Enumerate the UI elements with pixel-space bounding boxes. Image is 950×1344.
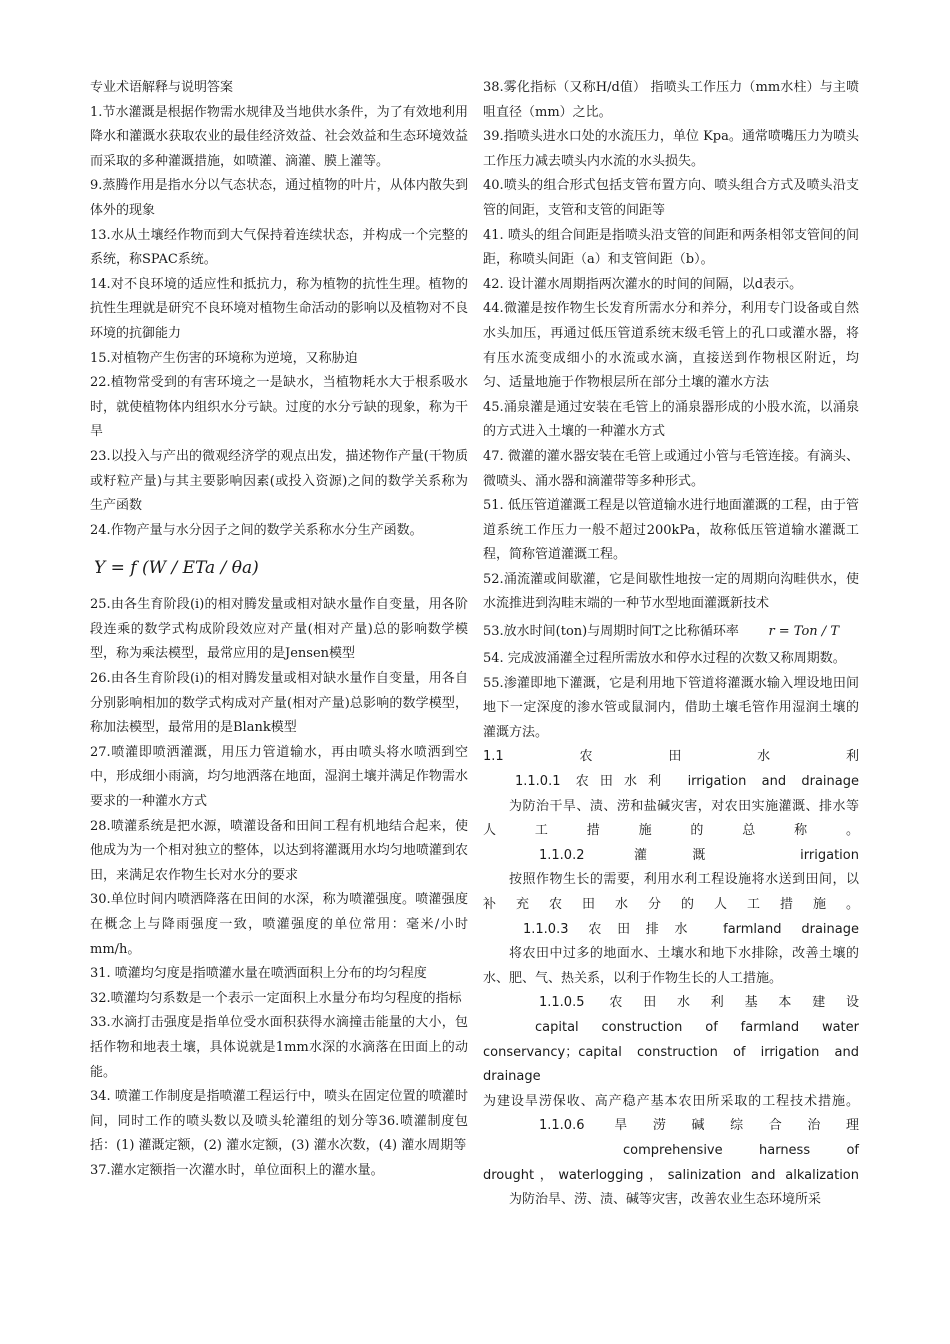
term-26: 26.由各生育阶段(i)的相对腾发量或相对缺水量作自变量，用各自分别影响相加的数学式构成对产量(相对产量)总影响的数学模型，称加法模型，最常用的是Blank模型 (90, 671, 468, 736)
term-47: 47. 微灌的灌水器安装在毛管上或通过小管与毛管连接。有滴头、微喷头、涌水器和滴灌带等多种形式。 (483, 448, 859, 489)
term-14: 14.对不良环境的适应性和抵抗力，称为植物的抗性生理。植物的抗性生理就是研究不良环境对植物生命活动的影响以及植物对不良环境的抗御能力 (90, 276, 468, 341)
term-9: 9.蒸腾作用是指水分以气态状态，通过植物的叶片，从体内散失到体外的现象 (90, 178, 468, 218)
term-31: 31. 喷灌均匀度是指喷灌水量在喷洒面积上分布的均匀程度 (90, 966, 427, 982)
term-1105-definition: 为建设旱涝保收、高产稳产基本农田所采取的工程技术措施。 (483, 1093, 859, 1109)
water-production-formula: Y = f (W / ETa / θa) (94, 558, 259, 579)
term-42: 42. 设计灌水周期指两次灌水的时间的间隔，以d表示。 (483, 276, 803, 292)
term-1105-heading: 1.1.0.5 农田水利基本建设 (539, 995, 859, 1011)
term-1102-heading: 1.1.0.2 灌溉 irrigation (539, 847, 859, 863)
term-32: 32.喷灌均匀系数是一个表示一定面积上水量分布均匀程度的指标 (90, 990, 462, 1006)
cycle-ratio-formula: r = Ton / T (768, 624, 839, 640)
term-33: 33.水滴打击强度是指单位受水面积获得水滴撞击能量的大小，包括作物和地表土壤，具体说就是1mm水深的水滴落在田面上的动能。 (90, 1015, 468, 1080)
term-54: 54. 完成波涌灌全过程所需放水和停水过程的次数又称周期数。 (483, 651, 846, 667)
term-15: 15.对植物产生伤害的环境称为逆境，又称胁迫 (90, 350, 358, 366)
term-41: 41. 喷头的组合间距是指喷头沿支管的间距和两条相邻支管间的间距，称喷头间距（a）和支管间距（b）。 (483, 227, 859, 268)
term-1: 1.节水灌溉是根据作物需水规律及当地供水条件，为了有效地利用降水和灌溉水获取农业的最佳经济效益、社会效益和生态环境效益而采取的多种灌溉措施，如喷灌、滴灌、膜上灌等。 (90, 104, 468, 169)
section-heading-1-1 (483, 745, 859, 770)
term-27: 27.喷灌即喷洒灌溉，用压力管道输水，再由喷头将水喷洒到空中，形成细小雨滴，均匀地洒落在地面，湿润土壤并满足作物需水要求的一种灌水方式 (90, 744, 468, 810)
term-53-text: 53.放水时间(ton)与周期时间T之比称循环率 (483, 624, 739, 640)
section-char: 利 (845, 749, 859, 765)
term-37: 37.灌水定额指一次灌水时，单位面积上的灌水量。 (90, 1162, 384, 1178)
term-13: 13.水从土壤经作物而到大气保持着连续状态，并构成一个完整的系统，称SPAC系统。 (90, 227, 468, 268)
term-22: 22.植物常受到的有害环境之一是缺水，当植物耗水大于根系吸水时，就使植物体内组织水分亏缺。过度的水分亏缺的现象，称为干旱 (90, 375, 468, 440)
section-number: 1.1 (483, 749, 504, 765)
term-1101-definition: 为防治干旱、渍、涝和盐碱灾害，对农田实施灌溉、排水等人工措施的总称。 (483, 798, 859, 839)
term-39: 39.指喷头进水口处的水流压力，单位 Kpa。通常喷嘴压力为喷头工作压力减去喷头内水流的水头损失。 (483, 129, 859, 169)
term-51: 51. 低压管道灌溉工程是以管道输水进行地面灌溉的工程，由于管道系统工作压力一般不超过200kPa，故称低压管道输水灌溉工程，简称管道灌溉工程。 (483, 498, 859, 563)
term-28: 28.喷灌系统是把水源，喷灌设备和田间工程有机地结合起来，使他成为为一个相对独立的整体，以达到将灌溉用水均匀地喷灌到农田，来满足农作物生长对水分的要求 (90, 818, 468, 883)
section-char: 田 (668, 749, 682, 765)
left-column (90, 76, 468, 1184)
term-1102-definition: 按照作物生长的需要，利用水利工程设施将水送到田间，以补充农田水分的人工措施。 (483, 872, 859, 912)
term-1101-heading: 1.1.0.1 农田水利 irrigation and drainage (515, 774, 859, 790)
term-1105-english: capital construction of farmland water conservancy；capital construction of irrigation and drainage (483, 1019, 859, 1085)
term-40: 40.喷头的组合形式包括支管布置方向、喷头组合方式及喷头沿支管的间距，支管和支管的间距等 (483, 178, 859, 218)
term-52: 52.涌流灌或间歇灌，它是间歇性地按一定的周期向沟畦供水，使水流推进到沟畦末端的一种节水型地面灌溉新技术 (483, 571, 859, 612)
term-34: 34. 喷灌工作制度是指喷灌工程运行中，喷头在固定位置的喷灌时间，同时工作的喷头数以及喷头轮灌组的划分等36.喷灌制度包括：(1) 灌溉定额，(2) 灌水定额，(3) 灌水次数，(4) 灌水周期等 (90, 1089, 468, 1154)
term-53 (483, 617, 859, 647)
term-1106-heading: 1.1.0.6 旱涝碱综合治理 (539, 1118, 859, 1134)
term-44: 44.微灌是按作物生长发育所需水分和养分，利用专门设备或自然水头加压，再通过低压管道系统末级毛管上的孔口或灌水器，将有压水流变成细小的水流或水滴，直接送到作物根区附近，均匀、适量地施于作物根层所在部分土壤的灌水方法 (483, 301, 859, 391)
term-30: 30.单位时间内喷洒降落在田间的水深，称为喷灌强度。喷灌强度在概念上与降雨强度一致，喷灌强度的单位常用：毫米/小时mm/h。 (90, 892, 468, 957)
term-1106-english: comprehensive harness of drought，waterlogging，salinization and alkalization (483, 1142, 859, 1183)
right-column (483, 76, 859, 1213)
term-1106-definition: 为防治旱、涝、渍、碱等灾害，改善农业生态环境所采 (509, 1192, 822, 1208)
term-45: 45.涌泉灌是通过安装在毛管上的涌泉器形成的小股水流，以涌泉的方式进入土壤的一种灌水方式 (483, 399, 859, 440)
term-55: 55.渗灌即地下灌溉，它是利用地下管道将灌溉水输入埋设地田间地下一定深度的渗水管或鼠洞内，借助土壤毛管作用湿润土壤的灌溉方法。 (483, 675, 859, 740)
document-title: 专业术语解释与说明答案 (90, 80, 234, 95)
term-25: 25.由各生育阶段(i)的相对腾发量或相对缺水量作自变量，用各阶段连乘的数学式构成阶段效应对产量(相对产量)总的影响数学模型，称为乘法模型，最常应用的是Jensen模型 (90, 597, 468, 662)
section-char: 水 (757, 749, 771, 765)
term-1103-heading: 1.1.0.3 农田排水 farmland drainage (523, 921, 859, 937)
term-38: 38.雾化指标（又称H/d值） 指喷头工作压力（mm水柱）与主喷咀直径（mm）之比。 (483, 80, 859, 120)
term-1103-definition: 将农田中过多的地面水、土壤水和地下水排除，改善土壤的水、肥、气、热关系，以利于作物生长的人工措施。 (483, 946, 859, 986)
term-23: 23.以投入与产出的微观经济学的观点出发，描述物作产量(干物质或籽粒产量)与其主要影响因素(或投入资源)之间的数学关系称为生产函数 (90, 448, 468, 514)
section-char: 农 (579, 749, 593, 765)
term-24: 24.作物产量与水分因子之间的数学关系称水分生产函数。 (90, 522, 423, 538)
